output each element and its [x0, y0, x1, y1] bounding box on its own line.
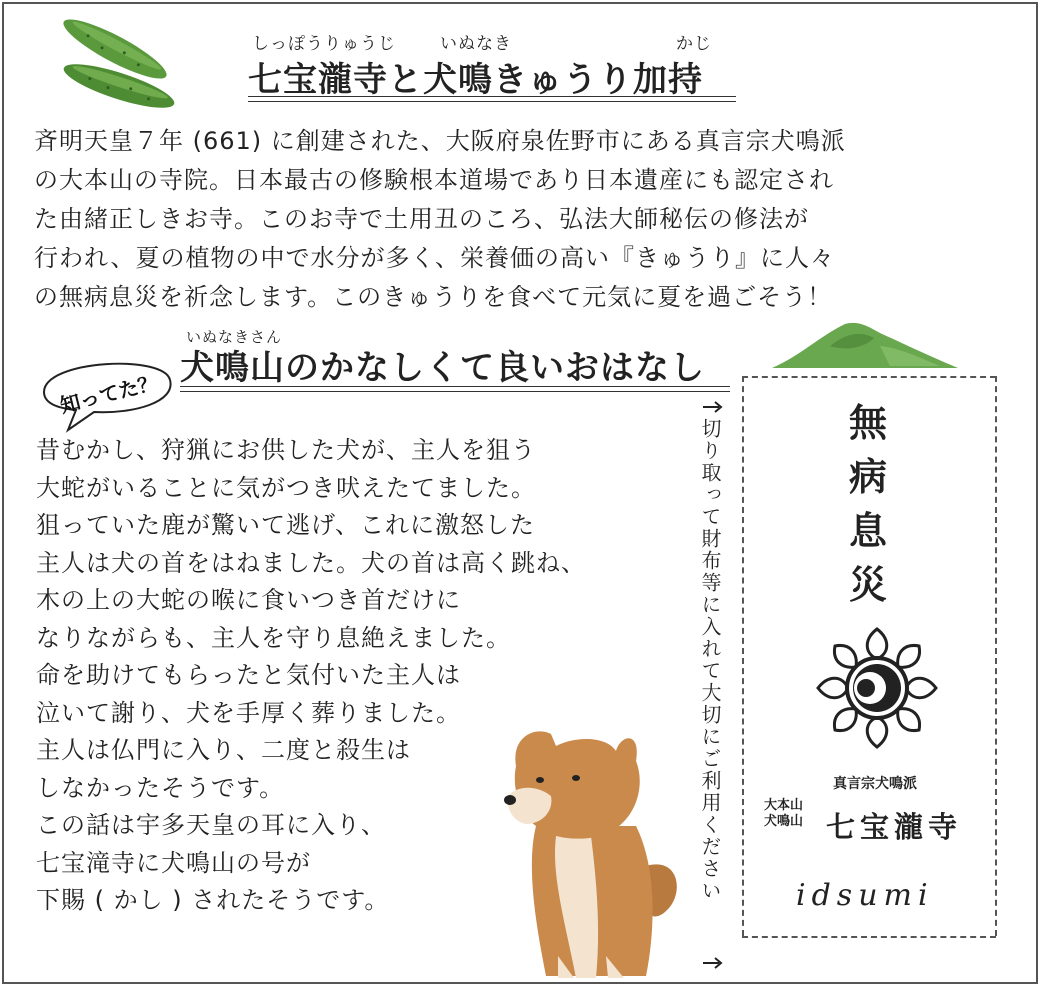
story-line: 下賜 ( かし ) されたそうです。 [36, 886, 390, 914]
amulet-char-sai: 災 [848, 562, 887, 607]
cucumber-illustration [55, 14, 180, 114]
legend-title: 犬鳴山のかなしくて良いおはなし [180, 348, 705, 388]
shiba-dog-illustration [496, 716, 686, 986]
head-temple-label [764, 798, 803, 830]
legend-underline [180, 386, 730, 387]
speech-bubble [24, 340, 184, 440]
title-underline [248, 96, 736, 97]
legend-underline-2 [180, 391, 730, 392]
amulet-char-soku: 息 [848, 508, 887, 553]
head-temple-line-1: 大本山 [764, 798, 804, 813]
idsumi-signature: idsumi [796, 878, 934, 913]
arrow-down-icon [701, 400, 723, 414]
story-line: 七宝滝寺に犬鳴山の号が [36, 848, 311, 877]
sect-name: 真言宗犬鳴派 [833, 776, 917, 792]
amulet-cut-line-bottom [742, 936, 996, 938]
arrow-down-end-icon [701, 956, 723, 970]
story-line: 狙っていた鹿が驚いて逃げ、これに激怒した [36, 511, 536, 539]
cut-instruction: 切り取って財布等に入れて大切にご利用ください [698, 418, 722, 902]
amulet-char-byo: 病 [848, 454, 887, 499]
intro-line: の無病息災を祈念します。このきゅうりを食べて元気に夏を過ごそう！ [34, 283, 833, 311]
intro-line: 斉明天皇７年 (661) に創建された、大阪府泉佐野市にある真言宗犬鳴派 [34, 127, 846, 155]
page-title: 七宝瀧寺と犬鳴きゅうり加持 [248, 60, 703, 100]
bubble-text: 知ってた？ [57, 370, 161, 418]
intro-line: 行われ、夏の植物の中で水分が多く、栄養価の高い『きゅうり』に人々 [34, 244, 835, 272]
intro-line: た由緒正しきお寺。このお寺で土用丑のころ、弘法大師秘伝の修法が [34, 205, 809, 233]
story-line: 泣いて謝り、犬を手厚く葬りました。 [36, 698, 461, 727]
temple-name: 七宝瀧寺 [826, 810, 963, 844]
amulet-char-mu: 無 [848, 400, 887, 445]
intro-paragraph [34, 122, 974, 317]
story-line: 主人は犬の首をはねました。犬の首は高く跳ね、 [36, 548, 586, 577]
head-temple-line-2: 犬鳴山 [764, 814, 804, 829]
story-line: 木の上の大蛇の喉に食いつき首だけに [36, 586, 461, 614]
story-line: なりながらも、主人を守り息絶えました。 [36, 623, 511, 652]
mountain-illustration [770, 316, 960, 372]
ruby-inunakisan-reading: いぬなきさん [186, 328, 283, 346]
ruby-kaji-reading: かじ [676, 34, 712, 54]
story-line: 昔むかし、狩猟にお供した犬が、主人を狙う [36, 436, 536, 464]
ruby-temple-reading: しっぽうりゅうじ [252, 34, 396, 54]
temple-crest-icon [812, 623, 942, 753]
story-line: 命を助けてもらったと気付いた主人は [36, 661, 461, 689]
story-line: 大蛇がいることに気がつき吠えたてました。 [36, 473, 536, 502]
story-line: しなかったそうです。 [36, 773, 285, 802]
ruby-inunaki-reading: いぬなき [440, 34, 512, 54]
title-underline-2 [248, 101, 736, 102]
amulet-cut-line-right [995, 376, 997, 936]
story-line: 主人は仏門に入り、二度と殺生は [36, 736, 411, 764]
story-line: この話は宇多天皇の耳に入り、 [36, 811, 386, 839]
intro-line: の大本山の寺院。日本最古の修験根本道場であり日本遺産にも認定され [34, 166, 834, 194]
